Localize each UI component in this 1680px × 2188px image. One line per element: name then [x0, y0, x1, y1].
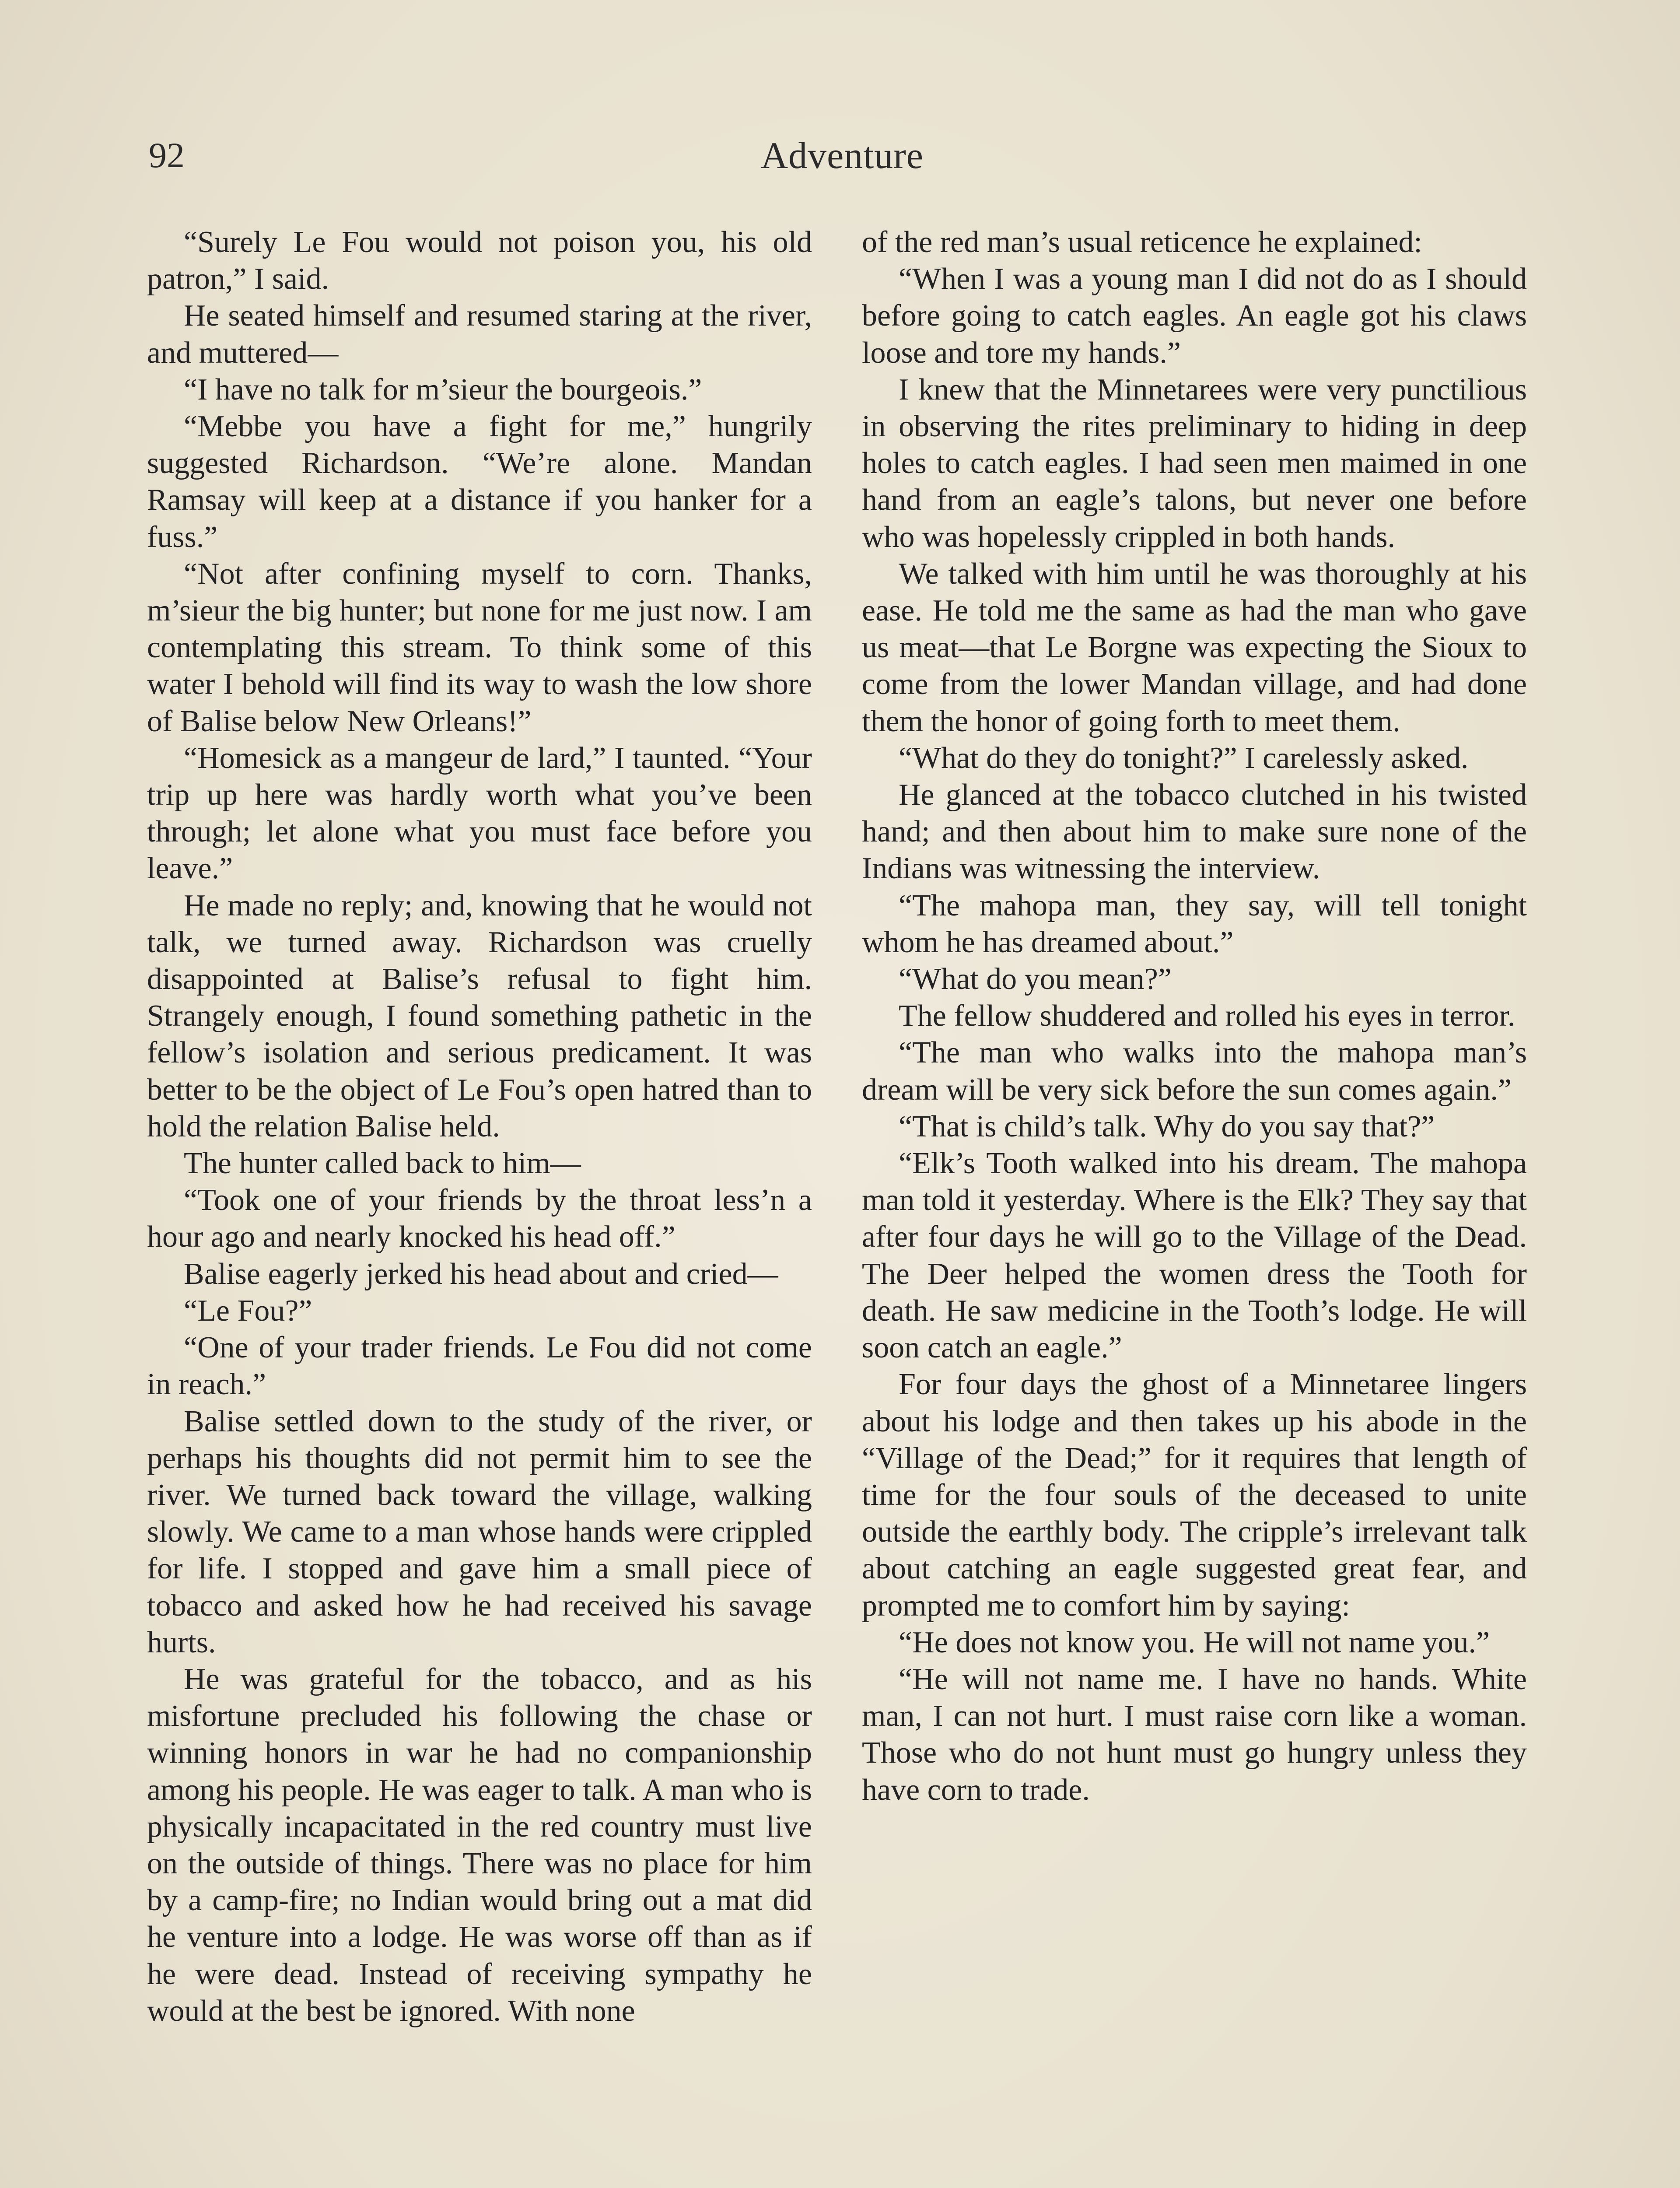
paragraph: “Homesick as a mangeur de lard,” I taunted. “Your trip up here was hardly worth what you’ve been through; let alone what you must face before you leave.” [147, 741, 812, 886]
paragraph: Balise settled down to the study of the river, or perhaps his thoughts did not permit him to see the river. We turned back toward the village, walking slowly. We came to a man whose hands were crippled for life. I stopped and gave him a small piece of tobacco and asked how he had received his savage hurts. [147, 1404, 812, 1659]
paragraph: “What do you mean?” [899, 962, 1172, 996]
left-column [147, 224, 812, 2030]
paragraph: “The mahopa man, they say, will tell tonight whom he has dreamed about.” [862, 888, 1527, 959]
paragraph: The hunter called back to him— [184, 1147, 581, 1181]
paragraph: “He will not name me. I have no hands. White man, I can not hurt. I must raise corn like a woman. Those who do not hunt must go hungry unless they have corn to trade. [862, 1662, 1527, 1807]
paragraph: Balise eagerly jerked his head about and cried— [184, 1257, 778, 1291]
paragraph: He glanced at the tobacco clutched in his twisted hand; and then about him to make sure none of the Indians was witnessing the interview. [862, 778, 1527, 886]
paragraph: “That is child’s talk. Why do you say that?” [899, 1109, 1435, 1143]
right-column [862, 224, 1527, 1809]
paragraph: For four days the ghost of a Minnetaree lingers about his lodge and then takes up his abode in the “Village of the Dead;” for it requires that length of time for the four souls of the deceased to unite outside the earthly body. The cripple’s irrelevant talk about catching an eagle suggested great fear, and prompted me to comfort him by saying: [862, 1368, 1527, 1623]
paragraph: “He does not know you. He will not name you.” [899, 1625, 1490, 1659]
paragraph: “I have no talk for m’sieur the bourgeois.” [184, 372, 702, 407]
paragraph: He made no reply; and, knowing that he would not talk, we turned away. Richardson was cruelly disappointed at Balise’s refusal to fight him. Strangely enough, I found something pathetic in the fellow’s isolation and serious predicament. It was better to be the object of Le Fou’s open hatred than to hold the relation Balise held. [147, 888, 812, 1143]
paragraph: “Mebbe you have a fight for me,” hungrily suggested Richardson. “We’re alone. Mandan Ramsay will keep at a distance if you hanker for a fuss.” [147, 410, 812, 554]
paragraph: He was grateful for the tobacco, and as his misfortune precluded his following the chase or winning honors in war he had no companionship among his people. He was eager to talk. A man who is physically incapacitated in the red country must live on the outside of things. There was no place for him by a camp-fire; no Indian would bring out a mat did he venture into a lodge. He was worse off than as if he were dead. Instead of receiving sympathy he would at the best be ignored. With none [147, 1662, 812, 2028]
paragraph: “Took one of your friends by the throat less’n a hour ago and nearly knocked his head off.” [147, 1183, 812, 1254]
page-number: 92 [149, 135, 185, 175]
paragraph: “Surely Le Fou would not poison you, his old patron,” I said. [147, 225, 812, 296]
paragraph: “Elk’s Tooth walked into his dream. The mahopa man told it yesterday. Where is the Elk? They say that after four days he will go to the Village of the Dead. The Deer helped the women dress the Tooth for death. He saw medicine in the Tooth’s lodge. He will soon catch an eagle.” [862, 1147, 1527, 1365]
paragraph: We talked with him until he was thoroughly at his ease. He told me the same as had the man who gave us meat—that Le Borgne was expecting the Sioux to come from the lower Mandan village, and had done them the honor of going forth to meet them. [862, 557, 1527, 738]
page-header [149, 127, 1536, 188]
paragraph: “Not after confining myself to corn. Thanks, m’sieur the big hunter; but none for me just now. I am contemplating this stream. To think some of this water I behold will find its way to wash the low shore of Balise below New Orleans!” [147, 557, 812, 738]
paragraph: He seated himself and resumed staring at the river, and muttered— [147, 299, 812, 370]
paragraph: “When I was a young man I did not do as I should before going to catch eagles. An eagle got his claws loose and tore my hands.” [862, 262, 1527, 370]
running-title: Adventure [761, 134, 924, 176]
paragraph: “The man who walks into the mahopa man’s dream will be very sick before the sun comes again.” [862, 1036, 1527, 1107]
paragraph: “What do they do tonight?” I carelessly asked. [899, 741, 1469, 775]
paragraph: “One of your trader friends. Le Fou did not come in reach.” [147, 1331, 812, 1402]
paragraph: “Le Fou?” [184, 1294, 312, 1328]
paragraph-continuation: of the red man’s usual reticence he explained: [862, 225, 1422, 259]
paragraph: The fellow shuddered and rolled his eyes in terror. [899, 999, 1516, 1033]
paragraph: I knew that the Minnetarees were very punctilious in observing the rites preliminary to hiding in deep holes to catch eagles. I had seen men maimed in one hand from an eagle’s talons, but never one before who was hopelessly crippled in both hands. [862, 372, 1527, 554]
